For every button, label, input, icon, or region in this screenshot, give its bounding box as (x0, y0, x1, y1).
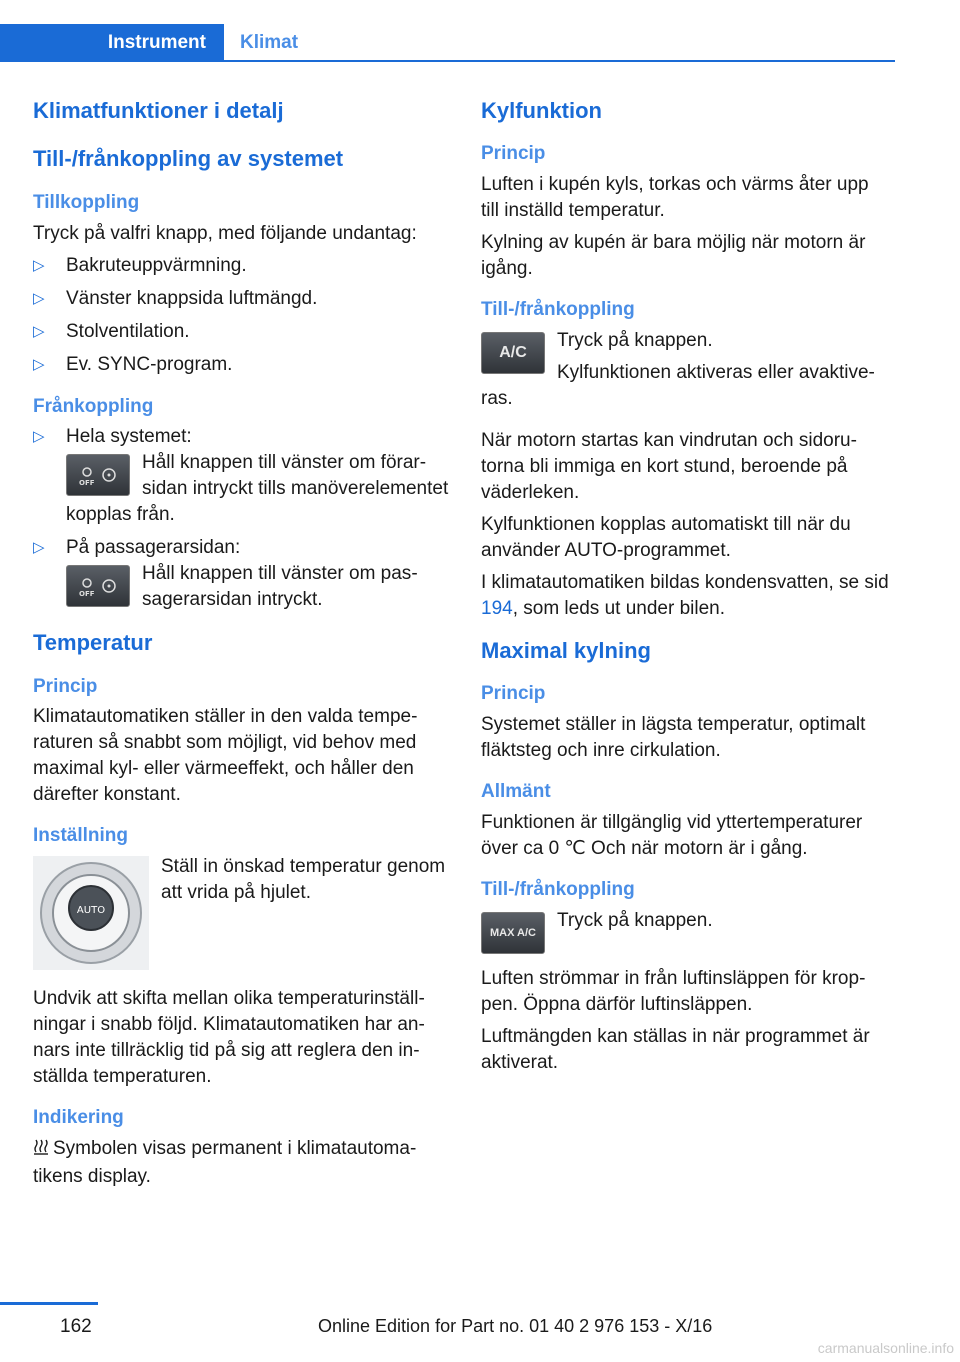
list-item: ▷ Ev. SYNC-program. (33, 352, 453, 378)
heading-princip: Princip (481, 143, 546, 165)
kondens-text: I klimatautomatiken bildas kondensvatten, se sid 194, som leds ut under bilen. (481, 571, 889, 619)
allmant-text: Funktionen är tillgänglig vid yttertemperaturer över ca 0 ℃ Och när motorn är i gång. (481, 811, 863, 859)
heading-allmant: Allmänt (481, 781, 551, 803)
luft-text: Luften strömmar in från luftinsläppen för kroppen. Öppna därför luftinsläppen. (481, 967, 866, 1015)
fan-off-button-icon (66, 565, 130, 607)
ac-toggle-text: Kylfunktionen aktiveras eller avaktiveras. (481, 361, 875, 409)
tillkoppling-text: Tryck på valfri knapp, med följande undantag: (33, 222, 417, 244)
max-ac-block (481, 908, 891, 956)
installning-text: Ställ in önskad temperatur genom att vrida på hjulet. (161, 856, 446, 904)
svg-text:OFF: OFF (79, 590, 95, 599)
heading-princip: Princip (481, 683, 546, 705)
heat-cool-symbol-icon (33, 1138, 53, 1164)
page-number: 162 (60, 1316, 92, 1337)
auto-text: Kylfunktionen kopplas automatiskt till när du använder AUTO-programmet. (481, 513, 851, 561)
triangle-bullet-icon: ▷ (33, 289, 45, 307)
indikering-paragraph: Symbolen visas permanent i klimatautomatikens display. (33, 1137, 417, 1187)
footer-divider (0, 1302, 98, 1305)
heading-max-till-frankoppling: Till-/frånkoppling (481, 878, 635, 900)
heading-installning: Inställning (33, 825, 128, 847)
princip-text: Klimatautomatiken ställer in den valda temperaturen så snabbt som möjligt, vid behov med maximal kyl- eller värmeeffekt, och håller den därefter konstant. (33, 706, 418, 806)
section-title-kylfunktion: Kylfunktion (481, 98, 602, 123)
undvik-text: Undvik att skifta mellan olika temperaturinställningar i snabb följd. Klimatautomatiken har annars inte tillräcklig tid på sig att reglera den inställda temperaturen. (33, 988, 425, 1088)
section-title-temperatur: Temperatur (33, 630, 153, 656)
temperature-wheel-icon (33, 856, 149, 970)
right-column (481, 98, 891, 1082)
tillkoppling-list (33, 253, 453, 378)
list-item: ▷ Bakruteuppvärmning. (33, 253, 453, 279)
section-title-system: Till-/frånkoppling av systemet (33, 146, 344, 172)
heading-till-frankoppling: Till-/frånkoppling (481, 299, 635, 321)
max-princip-text: Systemet ställer in lägsta temperatur, optimalt fläktsteg och inre cirkulation. (481, 714, 866, 762)
triangle-bullet-icon: ▷ (33, 355, 45, 373)
princip-text-1: Luften i kupén kyls, torkas och värms åter upp till inställd temperatur. (481, 174, 869, 222)
ac-press-text: Tryck på knappen. (557, 329, 713, 351)
page-title: Klimatfunktioner i detalj (33, 98, 284, 123)
installning-block (33, 854, 453, 976)
tab-klimat[interactable]: Klimat (240, 32, 299, 53)
max-press-text: Tryck på knappen. (557, 909, 713, 931)
triangle-bullet-icon: ▷ (33, 539, 45, 557)
ac-button-icon: A/C (481, 332, 545, 374)
frankoppling-list (33, 424, 453, 613)
triangle-bullet-icon: ▷ (33, 428, 45, 446)
list-item: ▷ På passagerarsidan: OFF Håll knappen till vänster om passagerarsidan intryckt. (33, 537, 418, 611)
list-item: ▷ Vänster knappsida luftmängd. (33, 286, 453, 312)
heading-indikering: Indikering (33, 1107, 124, 1129)
svg-text:OFF: OFF (79, 479, 95, 488)
wheel-auto-label: AUTO (76, 905, 106, 917)
princip-text-2: Kylning av kupén är bara möjlig när motorn är igång. (481, 232, 866, 280)
left-column (33, 98, 453, 1196)
list-item: ▷ Hela systemet: OFF Håll knappen till vänster om förarsidan intryckt tills manöverelementet kopplas från. (33, 426, 449, 526)
header-divider (0, 60, 895, 62)
heading-tillkoppling: Tillkoppling (33, 191, 140, 213)
triangle-bullet-icon: ▷ (33, 322, 45, 340)
max-ac-button-icon: MAX A/C (481, 912, 545, 954)
triangle-bullet-icon: ▷ (33, 256, 45, 274)
section-title-maximal-kylning: Maximal kylning (481, 637, 651, 663)
heading-frankoppling: Frånkoppling (33, 395, 154, 417)
heading-princip: Princip (33, 675, 98, 697)
header-bar (0, 0, 960, 62)
watermark: carmanualsonline.info (817, 1340, 954, 1356)
fan-off-button-icon (66, 454, 130, 496)
ac-block (481, 328, 891, 418)
page-link-194[interactable]: 194 (481, 597, 513, 619)
tab-instrument[interactable]: Instrument (0, 24, 224, 62)
edition-text: Online Edition for Part no. 01 40 2 976 153 - X/16 (318, 1316, 713, 1336)
motor-text: När motorn startas kan vindrutan och sidorutorna bli immiga en kort stund, beroende på väderleken. (481, 429, 857, 503)
luftmangd-text: Luftmängden kan ställas in när programmet är aktiverat. (481, 1025, 870, 1073)
list-item: ▷ Stolventilation. (33, 319, 453, 345)
